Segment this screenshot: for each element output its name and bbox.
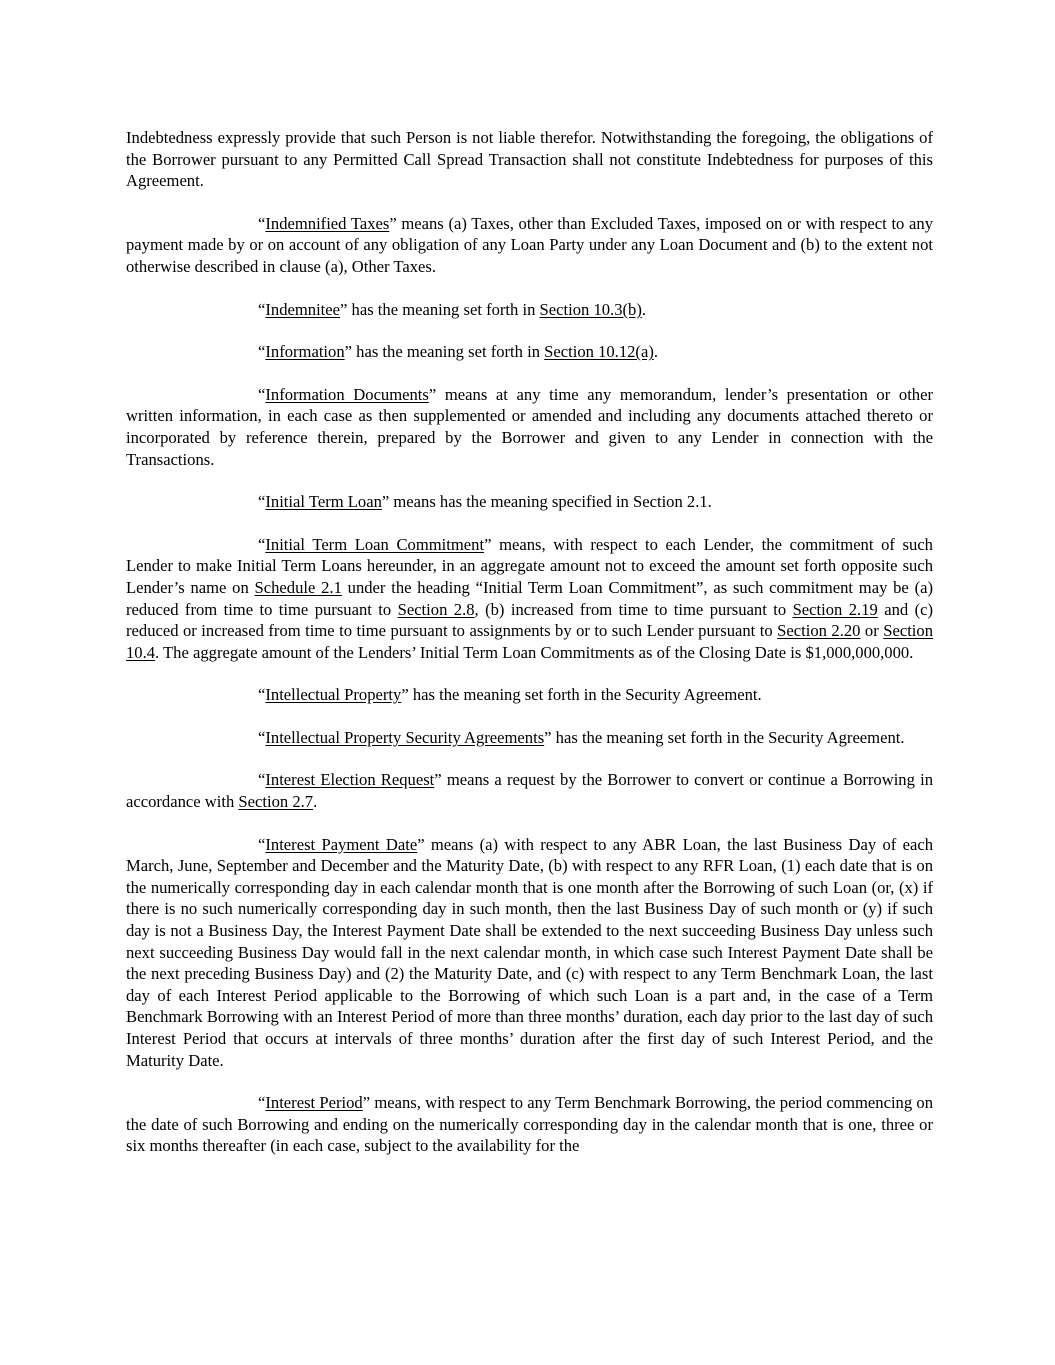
section-reference: Section 10.4: [126, 621, 934, 662]
text-run: ” means, with respect to any Term Benchmark Borrowing, the period commencing on the date of such Borrowing and ending on the numerically corresponding day in the calendar month that is one, three or six months thereafter (in each case, subject to the availability for the: [126, 1093, 933, 1156]
text-run: “: [258, 492, 266, 512]
section-reference: Section 2.7: [238, 792, 314, 812]
section-reference: Section 2.20: [777, 621, 861, 641]
text-run: .: [313, 792, 318, 812]
definition-intellectual-property-security-agreements: [126, 727, 933, 749]
defined-term: Initial Term Loan Commitment: [265, 534, 485, 554]
text-run: . The aggregate amount of the Lenders’ Initial Term Loan Commitments as of the Closing Date is $1,000,000,000.: [155, 642, 914, 662]
section-reference: Section 2.8: [397, 599, 475, 619]
definition-interest-election-request: [126, 769, 933, 812]
section-reference: Section 10.12(a): [544, 342, 654, 362]
text-run: “: [258, 384, 266, 404]
text-run: ” means at any time any memorandum, lender’s presentation or other written information, in each case as then supplemented or amended and including any documents attached thereto or incorporated by reference therein, prepared by the Borrower and given to any Lender in connection with the Transactions.: [126, 384, 933, 469]
text-run: “: [258, 1093, 266, 1113]
definition-indemnitee: [126, 299, 933, 321]
definition-information-documents: [126, 384, 933, 470]
text-run: ” has the meaning set forth in the Security Agreement.: [401, 685, 762, 705]
definition-interest-payment-date: [126, 834, 933, 1072]
text-run: “: [258, 685, 266, 705]
text-run: or: [860, 621, 884, 641]
defined-term: Intellectual Property Security Agreements: [265, 727, 545, 747]
definition-intellectual-property: [126, 684, 933, 706]
text-run: .: [641, 299, 647, 319]
defined-term: Indemnified Taxes: [265, 213, 390, 233]
text-run: “: [258, 770, 266, 790]
text-run: .: [653, 342, 659, 362]
text-run: ” means (a) Taxes, other than Excluded Taxes, imposed on or with respect to any payment made by or on account of any obligation of any Loan Party under any Loan Document and (b) to the extent not otherwise described in clause (a), Other Taxes.: [126, 213, 933, 276]
defined-term: Interest Payment Date: [265, 834, 418, 854]
paragraph-continuation: [126, 127, 933, 192]
defined-term: Indemnitee: [265, 299, 341, 319]
text-run: under the heading “Initial Term Loan Commitment”, as such commitment may be (a) reduced from time to time pursuant to: [126, 577, 933, 619]
text-run: ” means has the meaning specified in Section 2.1.: [381, 492, 712, 512]
text-run: ” has the meaning set forth in: [340, 299, 540, 319]
section-reference: Section 2.19: [792, 599, 878, 619]
text-run: “: [258, 213, 266, 233]
text-run: “: [258, 727, 266, 747]
document-page: [126, 127, 933, 1178]
text-run: “: [258, 299, 266, 319]
defined-term: Information Documents: [265, 384, 429, 404]
text-run: “: [258, 534, 266, 554]
definition-interest-period: [126, 1092, 933, 1157]
defined-term: Initial Term Loan: [265, 492, 382, 512]
defined-term: Interest Election Request: [265, 770, 435, 790]
section-reference: Section 10.3(b): [539, 299, 642, 319]
defined-term: Intellectual Property: [265, 685, 402, 705]
schedule-reference: Schedule 2.1: [254, 577, 342, 597]
text-run: and (c) reduced or increased from time to time pursuant to assignments by or to such Lender pursuant to: [126, 599, 933, 641]
text-run: ” has the meaning set forth in: [344, 342, 545, 362]
definition-indemnified-taxes: [126, 213, 933, 278]
text-run: “: [258, 834, 266, 854]
text-run: , (b) increased from time to time pursuant to: [474, 599, 793, 619]
text-run: ” has the meaning set forth in the Security Agreement.: [544, 727, 905, 747]
text-run: ” means a request by the Borrower to convert or continue a Borrowing in accordance with: [126, 770, 933, 812]
definition-initial-term-loan-commitment: [126, 534, 933, 664]
definition-information: [126, 341, 933, 363]
text-run: “: [258, 342, 266, 362]
defined-term: Information: [265, 342, 345, 362]
text-run: ” means (a) with respect to any ABR Loan, the last Business Day of each March, June, September and December and the Maturity Date, (b) with respect to any RFR Loan, (1) each date that is on the numerically corresponding day in each calendar month that is one month after the Borrowing of such Loan (or, (x) if there is no such numerically corresponding day in such month, then the last Business Day of such month or (y) if such day is not a Business Day, the Interest Payment Date shall be extended to the next succeeding Business Day unless such next succeeding Business Day would fall in the next calendar month, in which case such Interest Payment Date shall be the next preceding Business Day) and (2) the Maturity Date, and (c) with respect to any Term Benchmark Loan, the last day of each Interest Period applicable to the Borrowing of which such Loan is a part and, in the case of a Term Benchmark Borrowing with an Interest Period of more than three months’ duration, each day prior to the last day of such Interest Period that occurs at intervals of three months’ duration after the first day of such Interest Period, and the Maturity Date.: [126, 834, 933, 1070]
definition-initial-term-loan: [126, 491, 933, 513]
text-run: Indebtedness expressly provide that such Person is not liable therefor. Notwithstanding the foregoing, the obligations of the Borrower pursuant to any Permitted Call Spread Transaction shall not constitute Indebtedness for purposes of this Agreement.: [126, 128, 933, 191]
defined-term: Interest Period: [265, 1093, 363, 1113]
text-run: ” means, with respect to each Lender, the commitment of such Lender to make Initial Term Loans hereunder, in an aggregate amount not to exceed the amount set forth opposite such Lender’s name on: [126, 534, 933, 597]
